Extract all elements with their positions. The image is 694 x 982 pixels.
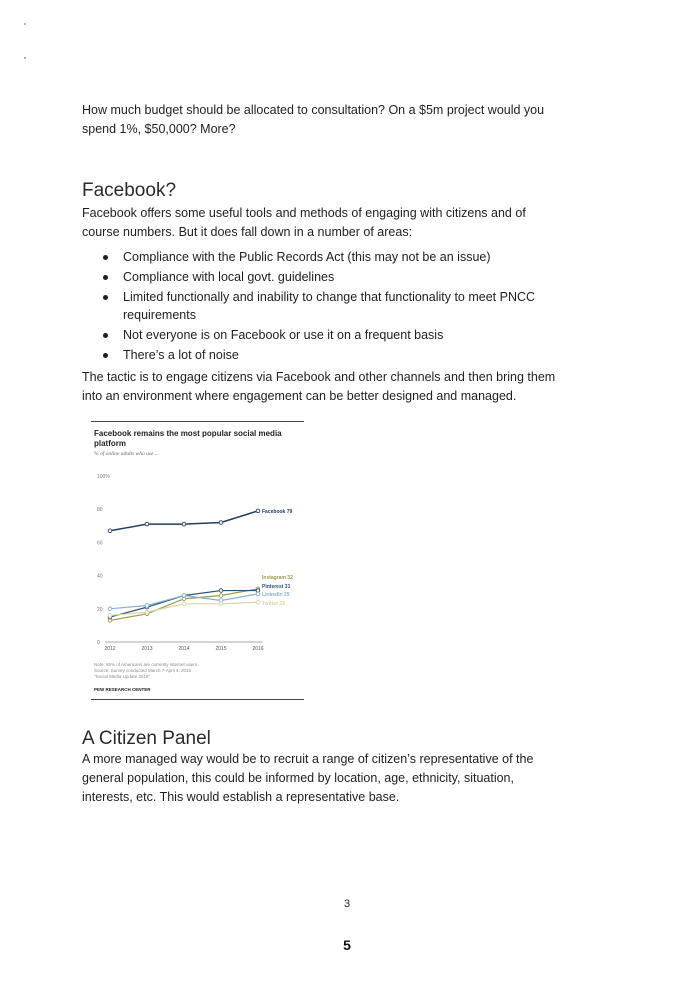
list-item-text: Compliance with the Public Records Act (this may not be an issue) (123, 250, 491, 264)
data-point-facebook (219, 521, 223, 525)
data-point-linkedin (182, 594, 186, 598)
y-tick-label: 40 (97, 573, 103, 580)
bullet-icon (103, 353, 108, 358)
data-point-instagram (219, 594, 223, 598)
chart-notes (94, 662, 197, 680)
y-tick-label: 20 (97, 606, 103, 613)
y-tick-label: 60 (97, 540, 103, 547)
bullet-icon (103, 295, 108, 300)
chart-note: "Social Media Update 2016" (94, 674, 150, 679)
citizen-panel-text: A more managed way would be to recruit a range of citizen’s representative of the general population, this could be informed by location, age, ethnicity, situation, interests, etc. This would establish a representative base. (82, 752, 534, 804)
chart-title: Facebook remains the most popular social media platform (94, 429, 282, 448)
bullet-icon (103, 275, 108, 280)
list-item (82, 248, 552, 266)
facebook-intro: Facebook offers some useful tools and methods of engaging with citizens and of course numbers. But it does fall down in a number of areas: (82, 206, 526, 239)
list-item-text: There’s a lot of noise (123, 348, 239, 362)
y-tick-label: 80 (97, 507, 103, 514)
x-tick-label: 2015 (215, 646, 227, 652)
data-point-linkedin (145, 604, 149, 608)
series-end-label: Twitter 24 (262, 601, 285, 607)
chart-source: PEW RESEARCH CENTER (94, 687, 151, 692)
y-tick-label: 100% (97, 474, 110, 480)
citizen-panel-heading: A Citizen Panel (82, 728, 211, 749)
tactic-paragraph: The tactic is to engage citizens via Facebook and other channels and then bring them into an environment where engagement can be better designed and managed. (82, 370, 556, 403)
list-item-text: Compliance with local govt. guidelines (123, 270, 335, 284)
bullet-icon (103, 255, 108, 260)
line-chart (91, 421, 304, 661)
data-point-twitter (145, 610, 149, 614)
page-number: 3 (343, 898, 351, 910)
data-point-linkedin (108, 607, 112, 611)
data-point-facebook (108, 529, 112, 533)
chart-subtitle: % of online adults who use ... (94, 451, 159, 457)
series-end-label: Instagram 32 (262, 575, 293, 581)
chart-note: Note: 86% of Americans are currently internet users (94, 662, 198, 667)
list-item (82, 346, 552, 364)
list-item (82, 326, 552, 344)
data-point-twitter (108, 614, 112, 618)
list-item (82, 288, 552, 324)
data-point-twitter (182, 602, 186, 606)
data-point-twitter (219, 602, 223, 606)
data-point-facebook (182, 522, 186, 526)
series-end-label: Pinterest 31 (262, 584, 291, 590)
data-point-twitter (256, 600, 260, 604)
series-end-label: Facebook 79 (262, 508, 293, 515)
facebook-heading: Facebook? (82, 180, 177, 201)
y-tick-label: 0 (97, 640, 100, 646)
list-item-text: Limited functionally and inability to change that functionality to meet PNCC requirements (123, 290, 536, 322)
x-tick-label: 2016 (252, 646, 264, 652)
series-end-label: LinkedIn 29 (262, 592, 290, 598)
x-tick-label: 2013 (141, 646, 153, 652)
data-point-facebook (256, 509, 260, 513)
x-tick-label: 2012 (104, 646, 116, 652)
data-point-facebook (145, 522, 149, 526)
budget-question: How much budget should be allocated to consultation? On a $5m project would you spend 1%, $50,000? More? (82, 103, 545, 136)
social-media-figure (91, 421, 304, 701)
list-item-text: Not everyone is on Facebook or use it on a frequent basis (123, 328, 444, 342)
facebook-issues-list (82, 248, 552, 366)
x-tick-label: 2014 (178, 646, 190, 652)
bullet-icon (103, 333, 108, 338)
series-line-facebook (110, 511, 258, 531)
figure-bottom-rule (91, 699, 304, 700)
data-point-pinterest (219, 589, 223, 593)
data-point-linkedin (256, 592, 260, 596)
chart-note: Source: Survey conducted March 7-April 4, 2016 (94, 668, 192, 673)
stamped-number: 5 (343, 937, 351, 953)
list-item (82, 268, 552, 286)
